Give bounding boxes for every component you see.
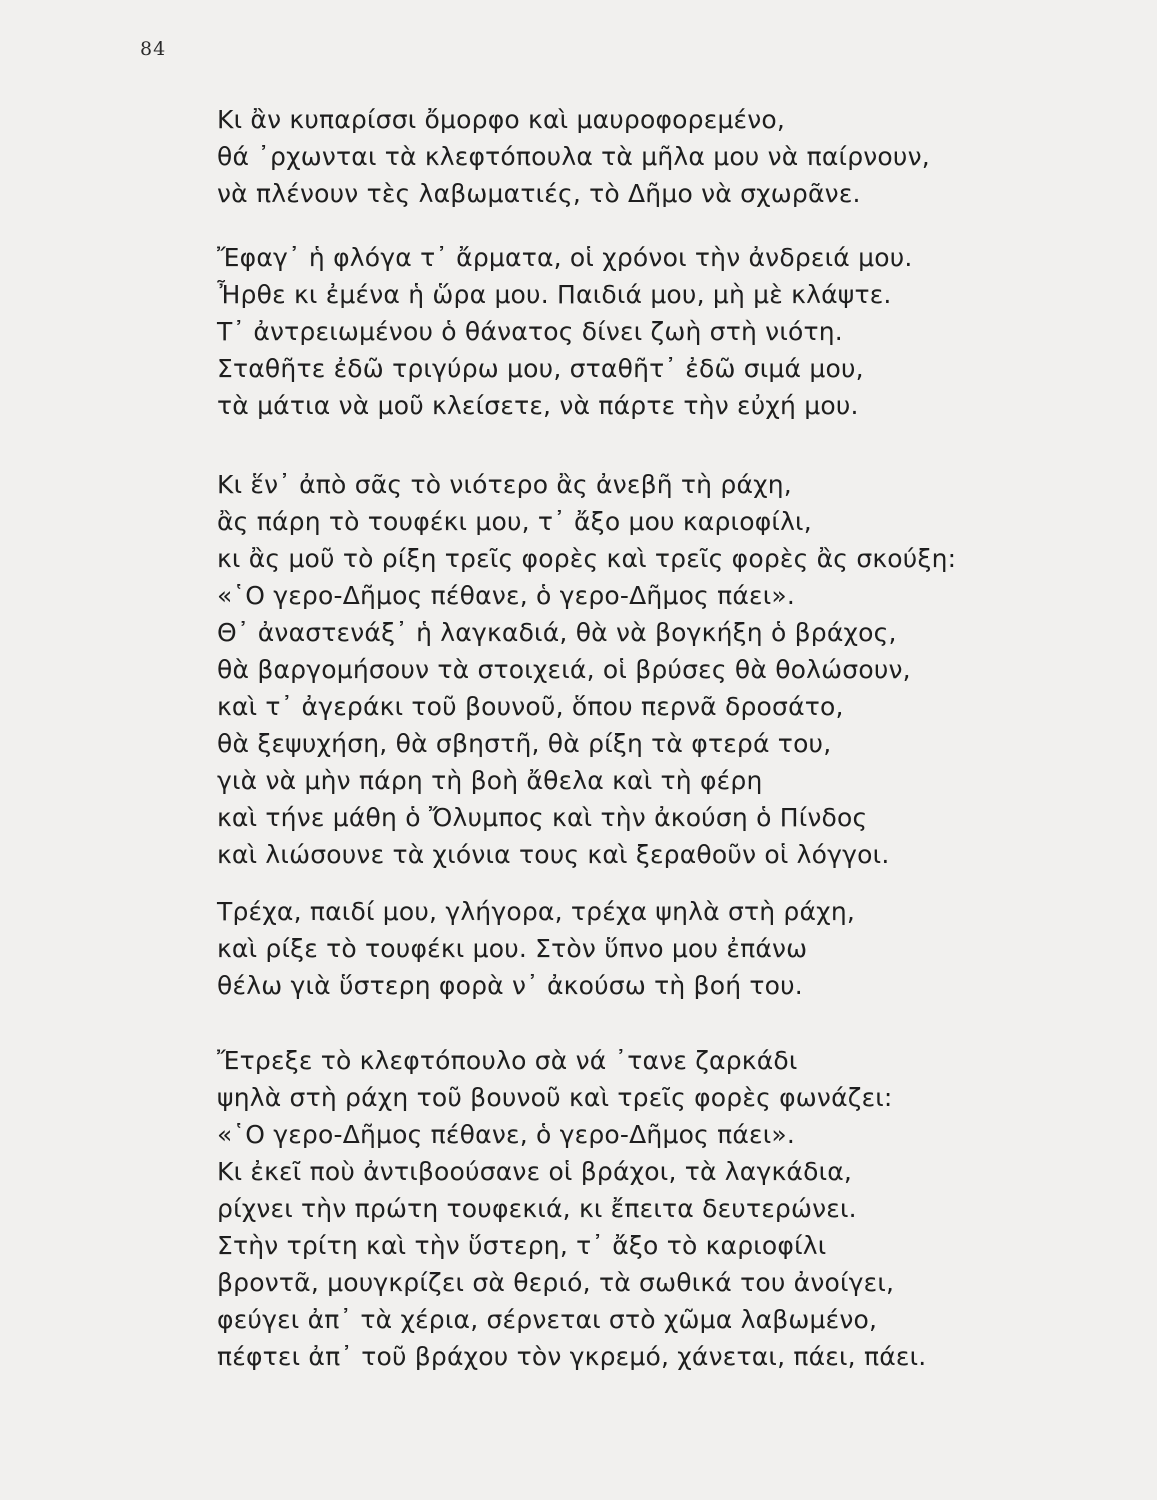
stanza-2 bbox=[217, 239, 913, 424]
poem-line: ρίχνει τὴν πρώτη τουφεκιά, κι ἔπειτα δευτερώνει. bbox=[217, 1194, 857, 1223]
poem-line: ψηλὰ στὴ ράχη τοῦ βουνοῦ καὶ τρεῖς φορὲς φωνάζει: bbox=[217, 1083, 893, 1112]
poem-line: Κι ἂν κυπαρίσσι ὄμορφο καὶ μαυροφορεμένο, bbox=[217, 105, 786, 134]
poem-line: Ἔφαγ᾿ ἡ φλόγα τ᾿ ἄρματα, οἱ χρόνοι τὴν ἀνδρειά μου. bbox=[217, 243, 913, 272]
poem-line: κι ἂς μοῦ τὸ ρίξη τρεῖς φορὲς καὶ τρεῖς φορὲς ἂς σκούξη: bbox=[217, 544, 957, 573]
poem-line: θέλω γιὰ ὕστερη φορὰ ν᾿ ἀκούσω τὴ βοή του. bbox=[217, 971, 803, 1000]
poem-line: θά ᾿ρχωνται τὰ κλεφτόπουλα τὰ μῆλα μου νὰ παίρνουν, bbox=[217, 142, 930, 171]
poem-line: βροντᾶ, μουγκρίζει σὰ θεριό, τὰ σωθικά του ἀνοίγει, bbox=[217, 1268, 895, 1297]
poem-line: φεύγει ἀπ᾿ τὰ χέρια, σέρνεται στὸ χῶμα λαβωμένο, bbox=[217, 1305, 878, 1334]
poem-line: Κι ἐκεῖ ποὺ ἀντιβοούσανε οἱ βράχοι, τὰ λαγκάδια, bbox=[217, 1157, 853, 1186]
poem-line: Στὴν τρίτη καὶ τὴν ὕστερη, τ᾿ ἄξο τὸ καριοφίλι bbox=[217, 1231, 827, 1260]
stanza-5 bbox=[217, 1042, 926, 1375]
poem-line: Ἦρθε κι ἐμένα ἡ ὥρα μου. Παιδιά μου, μὴ μὲ κλάψτε. bbox=[217, 280, 892, 309]
poem-line: θὰ ξεψυχήση, θὰ σβηστῆ, θὰ ρίξη τὰ φτερά του, bbox=[217, 729, 832, 758]
poem-line: «῾Ο γερο-Δῆμος πέθανε, ὁ γερο-Δῆμος πάει». bbox=[217, 1120, 796, 1149]
poem-line: καὶ τ᾿ ἀγεράκι τοῦ βουνοῦ, ὅπου περνᾶ δροσάτο, bbox=[217, 692, 844, 721]
stanza-4 bbox=[217, 893, 855, 1004]
poem-line: πέφτει ἀπ᾿ τοῦ βράχου τὸν γκρεμό, χάνεται, πάει, πάει. bbox=[217, 1342, 927, 1371]
poem-line: Ἔτρεξε τὸ κλεφτόπουλο σὰ νά ᾿τανε ζαρκάδι bbox=[217, 1046, 798, 1075]
poem-line: «῾Ο γερο-Δῆμος πέθανε, ὁ γερο-Δῆμος πάει». bbox=[217, 581, 796, 610]
poem-line: νὰ πλένουν τὲς λαβωματιές, τὸ Δῆμο νὰ σχωρᾶνε. bbox=[217, 179, 861, 208]
poem-line: Σταθῆτε ἐδῶ τριγύρω μου, σταθῆτ᾿ ἐδῶ σιμά μου, bbox=[217, 354, 864, 383]
poem-line: θὰ βαργομήσουν τὰ στοιχειά, οἱ βρύσες θὰ θολώσουν, bbox=[217, 655, 911, 684]
stanza-3 bbox=[217, 466, 956, 873]
poem-line: καὶ τήνε μάθη ὁ Ὄλυμπος καὶ τὴν ἀκούση ὁ Πίνδος bbox=[217, 803, 868, 832]
page-number: 84 bbox=[140, 38, 167, 60]
poem-line: Τρέχα, παιδί μου, γλήγορα, τρέχα ψηλὰ στὴ ράχη, bbox=[217, 897, 856, 926]
poem-line: καὶ λιώσουνε τὰ χιόνια τους καὶ ξεραθοῦν οἱ λόγγοι. bbox=[217, 840, 890, 869]
poem-line: τὰ μάτια νὰ μοῦ κλείσετε, νὰ πάρτε τὴν εὐχή μου. bbox=[217, 391, 859, 420]
poem-line: καὶ ρίξε τὸ τουφέκι μου. Στὸν ὕπνο μου ἐπάνω bbox=[217, 934, 808, 963]
poem-line: Τ᾿ ἀντρειωμένου ὁ θάνατος δίνει ζωὴ στὴ νιότη. bbox=[217, 317, 843, 346]
stanza-1 bbox=[217, 101, 930, 212]
poem-line: Κι ἕν᾿ ἀπὸ σᾶς τὸ νιότερο ἂς ἀνεβῆ τὴ ράχη, bbox=[217, 470, 792, 499]
poem-line: γιὰ νὰ μὴν πάρη τὴ βοὴ ἄθελα καὶ τὴ φέρη bbox=[217, 766, 763, 795]
poem-line: Θ᾿ ἀναστενάξ᾿ ἡ λαγκαδιά, θὰ νὰ βογκήξη ὁ βράχος, bbox=[217, 618, 897, 647]
poem-line: ἂς πάρη τὸ τουφέκι μου, τ᾿ ἄξο μου καριοφίλι, bbox=[217, 507, 812, 536]
